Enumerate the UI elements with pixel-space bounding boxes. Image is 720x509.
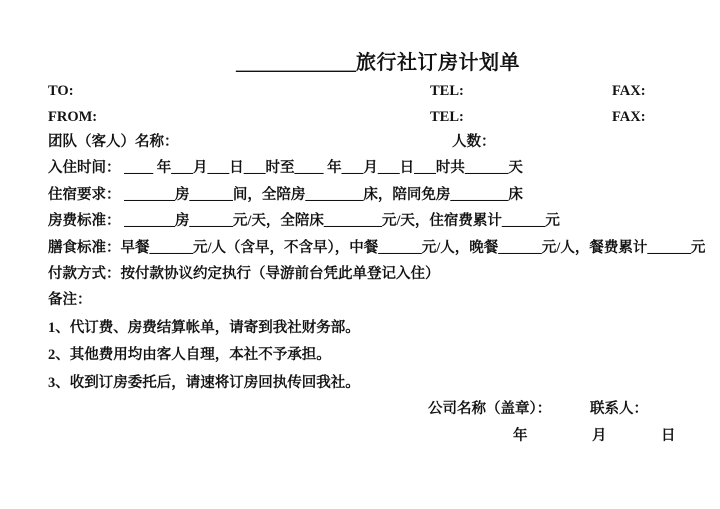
tel-label-1: TEL: [430,83,464,99]
remark-item-3: 3、收到订房委托后，请速将订房回执传回我社。 [48,375,360,391]
title-blank-line: ____________ [236,52,356,74]
header-row-from [0,109,720,126]
page-title-text: 旅行社订房计划单 [356,52,520,74]
remark-item-1: 1、代订费、房费结算帐单，请寄到我社财务部。 [48,320,360,336]
lodging-requirement-line: 住宿要求： _______房______间，全陪房________床，陪同免房________床 [48,187,523,203]
people-count-label: 人数： [452,134,496,150]
fax-label-2: FAX: [612,109,646,125]
to-label: TO: [48,83,74,99]
payment-method-line: 付款方式：按付款协议约定执行（导游前台凭此单登记入住） [48,266,440,282]
checkin-time-line: 入住时间： ____ 年___月___日___时至____ 年___月___日___时共______天 [48,160,523,176]
company-seal-label: 公司名称（盖章）： [428,401,552,417]
group-name-row [0,134,720,151]
remarks-label: 备注： [48,292,92,308]
signature-row [0,401,720,418]
header-row-to [0,83,720,100]
page-title [0,46,720,75]
meal-standard-line: 膳食标准：早餐______元/人（含早，不含早），中餐______元/人，晚餐______元/人，餐费累计______元 [48,240,706,256]
from-label: FROM: [48,109,98,125]
room-rate-line: 房费标准： _______房______元/天，全陪床________元/天，住宿费累计______元 [48,213,560,229]
date-row [0,428,720,445]
remark-item-2: 2、其他费用均由客人自理，本社不予承担。 [48,347,331,363]
group-name-label: 团队（客人）名称： [48,134,179,150]
day-label: 日 [661,428,676,444]
year-label: 年 [513,428,528,444]
fax-label-1: FAX: [612,83,646,99]
contact-person-label: 联系人： [590,401,648,417]
month-label: 月 [592,428,607,444]
tel-label-2: TEL: [430,109,464,125]
